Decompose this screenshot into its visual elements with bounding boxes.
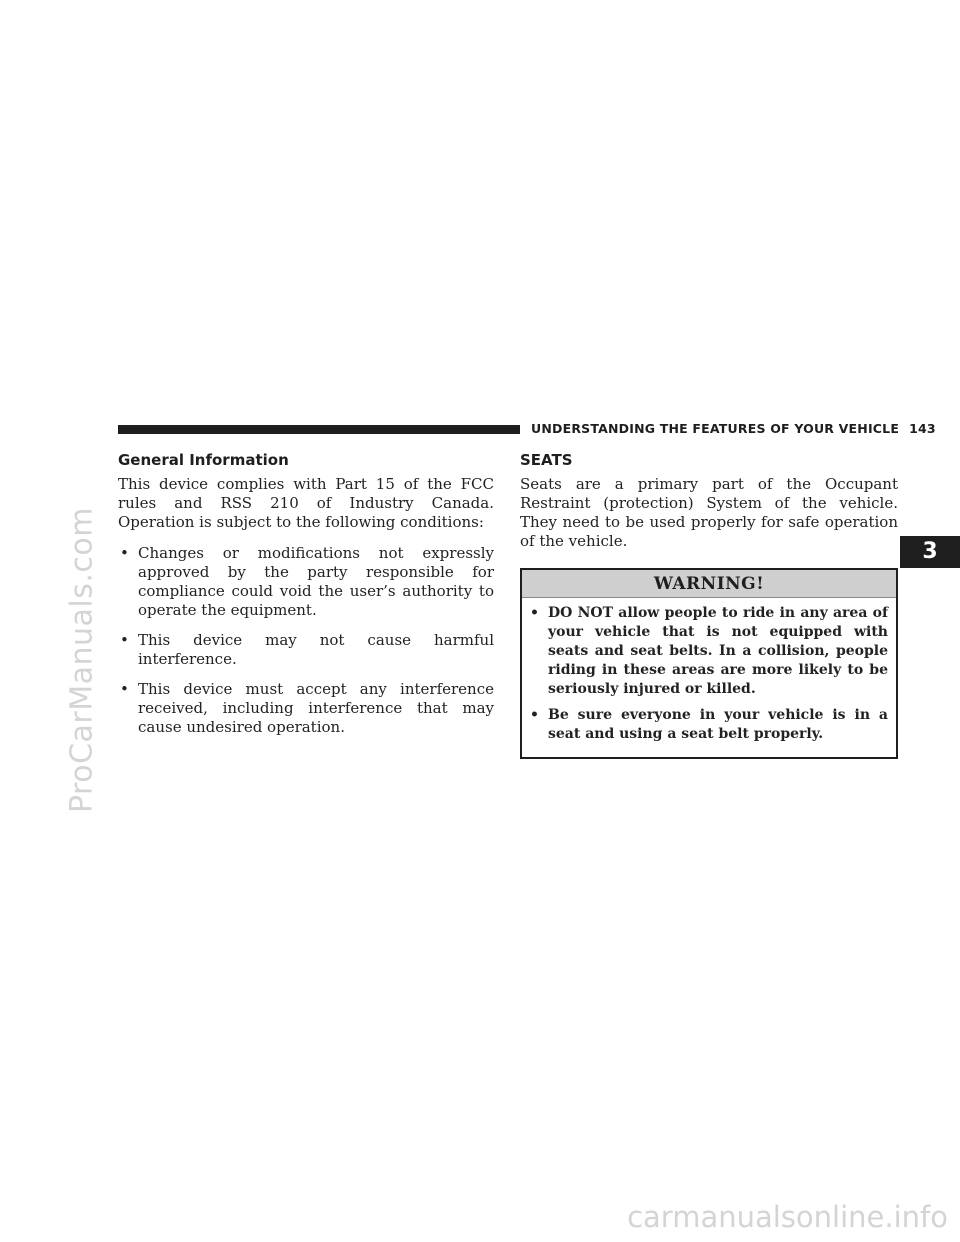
warning-body: [522, 598, 896, 757]
left-column: [118, 451, 494, 748]
chapter-tab: 3: [900, 536, 960, 568]
right-column: [520, 451, 898, 759]
fcc-conditions-list: [118, 544, 494, 737]
seats-intro-paragraph: Seats are a primary part of the Occupant Restraint (protection) System of the vehicle. They need to be used properly for safe operation of the vehicle.: [520, 475, 898, 550]
general-information-heading: General Information: [118, 451, 289, 469]
warning-title: WARNING!: [522, 570, 896, 598]
list-item: • DO NOT allow people to ride in any area of your vehicle that is not equipped with seats and seat belts. In a collision, people riding in these areas are more likely to be seriously injured or killed.: [528, 604, 888, 699]
seats-heading: SEATS: [520, 451, 573, 469]
list-item: • This device may not cause harmful interference.: [118, 631, 494, 669]
header-rule: [118, 425, 520, 434]
list-item: • Changes or modifications not expressly approved by the party responsible for compliance could void the user’s authority to operate the equipment.: [118, 544, 494, 620]
side-watermark: ProCarManuals.com: [64, 506, 100, 814]
warning-list: [528, 604, 888, 744]
bottom-watermark: carmanualsonline.info: [627, 1200, 948, 1234]
warning-box: [520, 568, 898, 759]
fcc-intro-paragraph: This device complies with Part 15 of the FCC rules and RSS 210 of Industry Canada. Operation is subject to the following conditions:: [118, 475, 494, 531]
page-number: 143: [909, 421, 936, 436]
list-item: • Be sure everyone in your vehicle is in a seat and using a seat belt properly.: [528, 706, 888, 744]
list-item: • This device must accept any interference received, including interference that may cause undesired operation.: [118, 680, 494, 737]
running-header: [531, 421, 936, 436]
header-section-title: UNDERSTANDING THE FEATURES OF YOUR VEHICLE: [531, 421, 900, 436]
